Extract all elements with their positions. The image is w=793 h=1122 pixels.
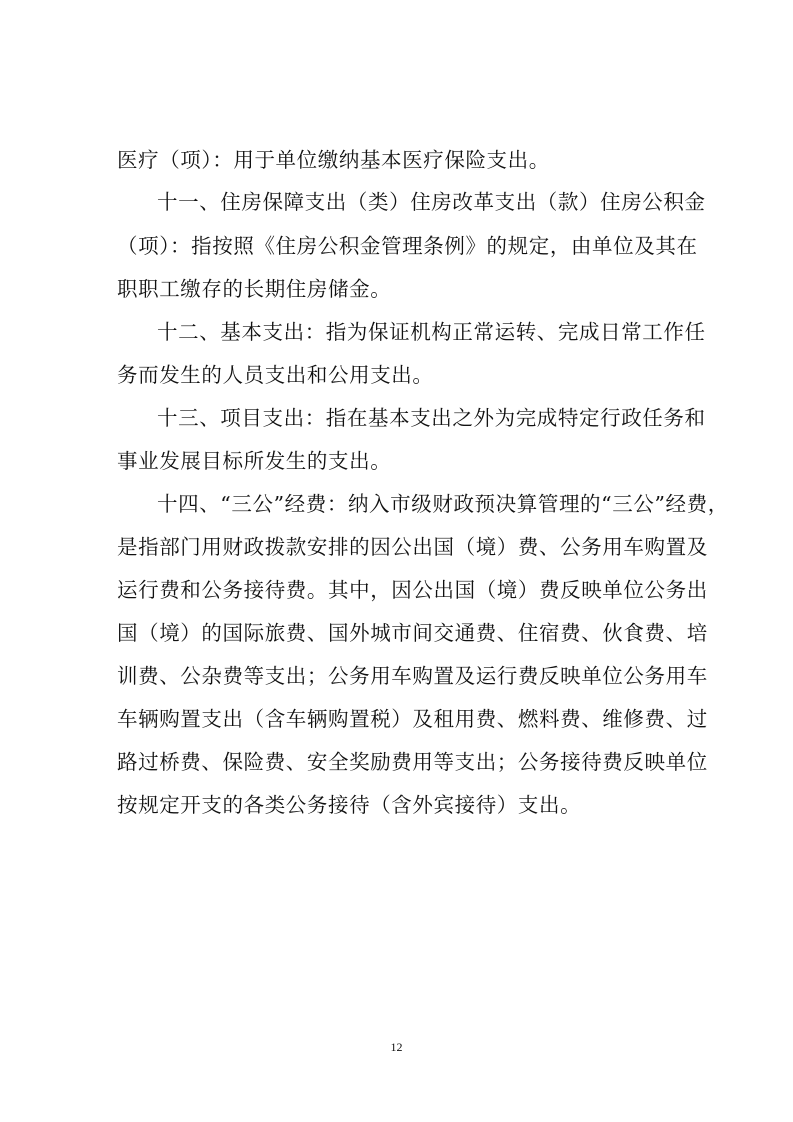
text-line: 训费、公杂费等支出；公务用车购置及运行费反映单位公务用车 — [117, 664, 708, 688]
text-line: （项）：指按照《住房公积金管理条例》的规定，由单位及其在 — [117, 234, 698, 258]
text-line: 是指部门用财政拨款安排的因公出国（境）费、公务用车购置及 — [117, 535, 708, 559]
text-line: 十三、项目支出：指在基本支出之外为完成特定行政任务和 — [157, 406, 706, 430]
text-line: 按规定开支的各类公务接待（含外宾接待）支出。 — [117, 793, 582, 817]
text-line: 十一、住房保障支出（类）住房改革支出（款）住房公积金 — [157, 190, 706, 214]
text-line: 务而发生的人员支出和公用支出。 — [117, 363, 434, 387]
text-line: 十二、基本支出：指为保证机构正常运转、完成日常工作任 — [157, 320, 706, 344]
text-line: 运行费和公务接待费。其中，因公出国（境）费反映单位公务出 — [117, 578, 708, 602]
text-line: 十四、“三公”经费：纳入市级财政预决算管理的“三公”经费， — [157, 492, 729, 516]
text-line: 车辆购置支出（含车辆购置税）及租用费、燃料费、维修费、过 — [117, 707, 708, 731]
text-line: 事业发展目标所发生的支出。 — [117, 449, 392, 473]
text-line: 路过桥费、保险费、安全奖励费用等支出；公务接待费反映单位 — [117, 750, 708, 774]
page-number: 12 — [390, 1040, 403, 1054]
text-line: 医疗（项）：用于单位缴纳基本医疗保险支出。 — [117, 148, 550, 172]
text-line: 职职工缴存的长期住房储金。 — [117, 277, 392, 301]
text-line: 国（境）的国际旅费、国外城市间交通费、住宿费、伙食费、培 — [117, 621, 708, 645]
